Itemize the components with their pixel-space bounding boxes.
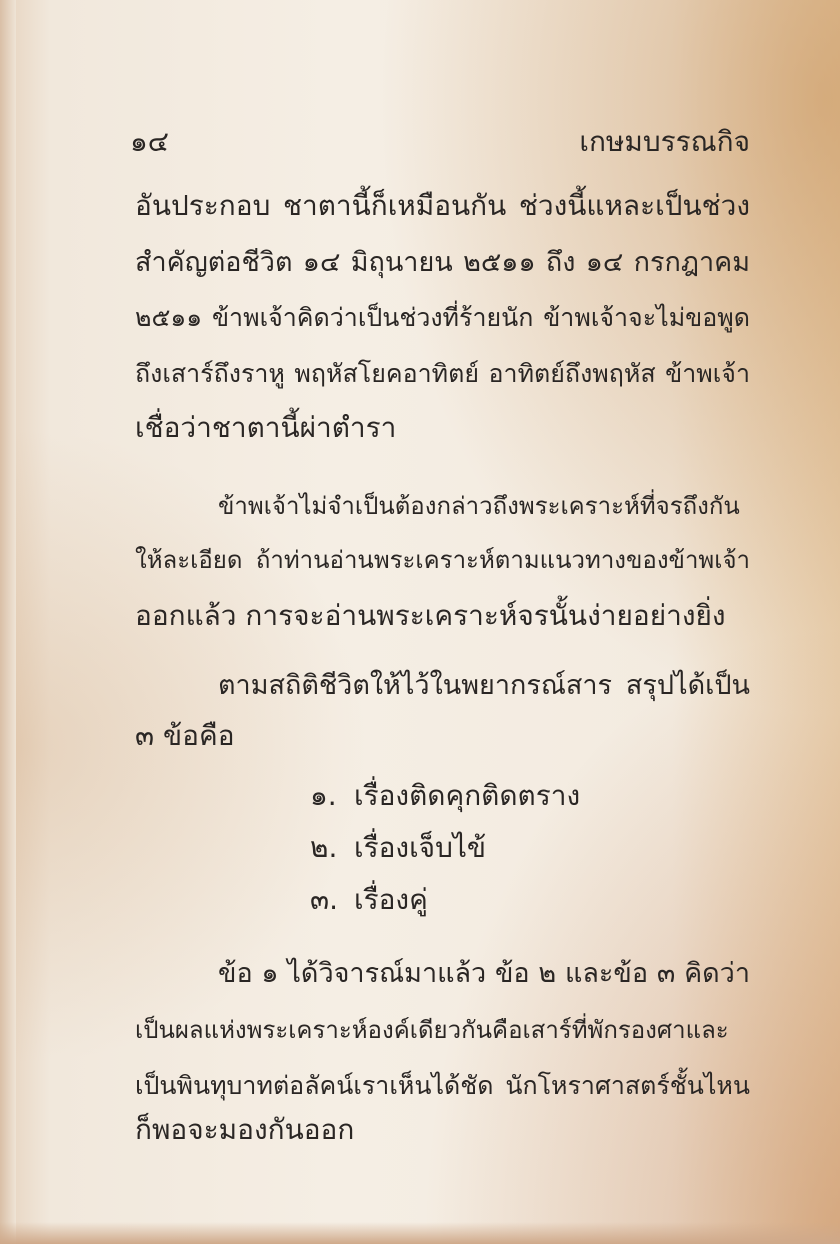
paragraph-1-line-4: ถึงเสาร์ถึงราหู พฤหัสโยคอาทิตย์ อาทิตย์ถึงพฤหัส ข้าพเจ้า [135, 359, 750, 388]
paragraph-1-line-2: สำคัญต่อชีวิต ๑๔ มิถุนายน ๒๕๑๑ ถึง ๑๔ กรกฎาคม [135, 247, 750, 278]
paragraph-4-line-3: เป็นพินทุบาทต่อลัคน์เราเห็นได้ชัด นักโหราศาสตร์ชั้นไหน [135, 1071, 750, 1100]
list-item-number: ๒. [310, 831, 338, 864]
list-item [310, 776, 580, 816]
paragraph-1-line-5: เชื่อว่าชาตานี้ผ่าตำรา [135, 411, 397, 444]
page-left-edge [0, 0, 16, 1244]
list-item [310, 828, 486, 868]
running-title: เกษมบรรณกิจ [579, 125, 750, 158]
paragraph-4-line-2: เป็นผลแห่งพระเคราะห์องค์เดียวกันคือเสาร์ที่พักรองศาและ [135, 1016, 729, 1044]
list-item-text: เรื่องเจ็บไข้ [354, 831, 487, 864]
list-item [310, 880, 428, 920]
page-header [130, 120, 750, 160]
paragraph-3-line-2: ๓ ข้อคือ [135, 719, 235, 752]
paragraph-2-line-1: ข้าพเจ้าไม่จำเป็นต้องกล่าวถึงพระเคราะห์ที่จรถึงกัน [218, 492, 740, 520]
page-bottom-edge [0, 1222, 840, 1244]
page-number: ๑๔ [130, 125, 169, 158]
list-item-number: ๓. [310, 883, 339, 916]
paragraph-1-line-1: อันประกอบ ชาตานี้ก็เหมือนกัน ช่วงนี้แหละเป็นช่วง [135, 189, 750, 222]
list-item-text: เรื่องคู่ [354, 883, 428, 916]
paragraph-1-line-3: ๒๕๑๑ ข้าพเจ้าคิดว่าเป็นช่วงที่ร้ายนัก ข้าพเจ้าจะไม่ขอพูด [135, 303, 750, 332]
paragraph-2-line-3: ออกแล้ว การจะอ่านพระเคราะห์จรนั้นง่ายอย่างยิ่ง [135, 599, 726, 632]
paragraph-4-line-1: ข้อ ๑ ได้วิจารณ์มาแล้ว ข้อ ๒ และข้อ ๓ คิดว่า [218, 958, 750, 989]
paragraph-3-line-1: ตามสถิติชีวิตให้ไว้ในพยากรณ์สาร สรุปได้เป็น [218, 670, 750, 701]
paragraph-4-line-4: ก็พอจะมองกันออก [135, 1113, 355, 1146]
list-item-text: เรื่องติดคุกติดตราง [354, 779, 581, 812]
paragraph-2-line-2: ให้ละเอียด ถ้าท่านอ่านพระเคราะห์ตามแนวทางของข้าพเจ้า [135, 546, 750, 574]
list-item-number: ๑. [310, 779, 337, 812]
